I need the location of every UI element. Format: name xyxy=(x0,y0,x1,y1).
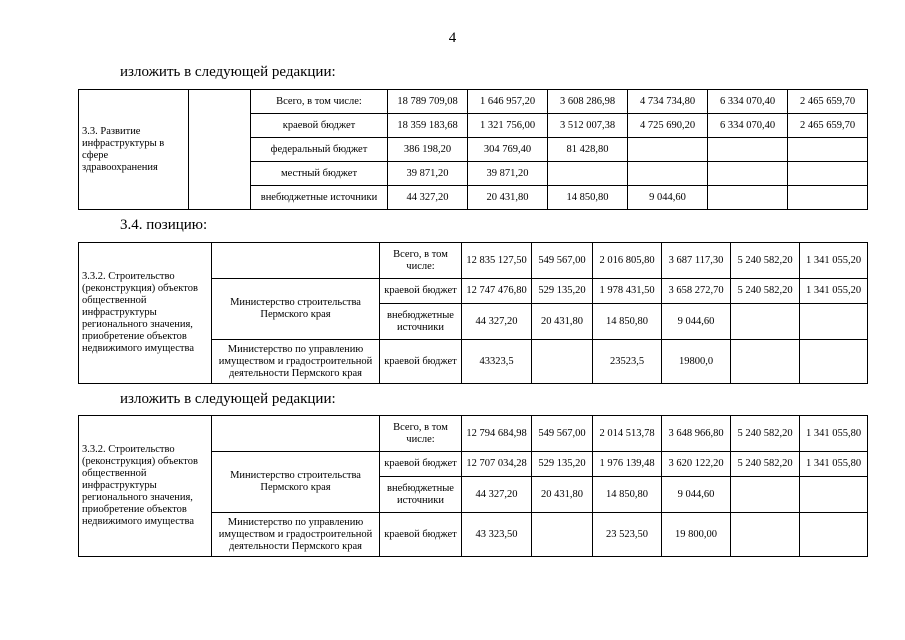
funding-source: внебюджетные источники xyxy=(380,304,462,340)
value-cell xyxy=(708,186,788,210)
value-cell: 1 341 055,80 xyxy=(800,452,868,477)
program-name-cell: 3.3.2. Строительство (реконструкция) объектов общественной инфраструктуры регионального значения, приобретение объектов недвижимого имущества xyxy=(79,416,212,557)
value-cell: 5 240 582,20 xyxy=(731,452,800,477)
value-cell: 3 687 117,30 xyxy=(662,243,731,279)
value-cell: 14 850,80 xyxy=(593,304,662,340)
heading-position: 3.4. позицию: xyxy=(120,217,208,233)
value-cell: 12 794 684,98 xyxy=(462,416,532,452)
value-cell: 43323,5 xyxy=(462,340,532,384)
value-cell xyxy=(548,162,628,186)
program-name-cell: 3.3. Развитие инфраструктуры в сфере здравоохранения xyxy=(79,90,189,210)
value-cell: 2 016 805,80 xyxy=(593,243,662,279)
funding-source: краевой бюджет xyxy=(380,340,462,384)
value-cell: 12 835 127,50 xyxy=(462,243,532,279)
executor-cell xyxy=(212,243,380,279)
value-cell: 1 976 139,48 xyxy=(593,452,662,477)
value-cell xyxy=(800,477,868,513)
value-cell: 1 321 756,00 xyxy=(468,114,548,138)
table-health-infrastructure xyxy=(78,89,868,210)
program-name-cell: 3.3.2. Строительство (реконструкция) объектов общественной инфраструктуры регионального значения, приобретение объектов недвижимого имущества xyxy=(79,243,212,384)
funding-source: федеральный бюджет xyxy=(251,138,388,162)
value-cell xyxy=(532,513,593,557)
table-construction-old xyxy=(78,242,868,384)
page-number: 4 xyxy=(448,30,457,46)
value-cell: 12 707 034,28 xyxy=(462,452,532,477)
value-cell: 1 341 055,20 xyxy=(800,243,868,279)
executor-cell xyxy=(189,90,251,210)
value-cell: 386 198,20 xyxy=(388,138,468,162)
funding-source: Всего, в том числе: xyxy=(380,243,462,279)
value-cell: 20 431,80 xyxy=(532,477,593,513)
table-row xyxy=(79,416,868,452)
heading-new-edition-1: изложить в следующей редакции: xyxy=(120,64,336,80)
value-cell: 4 725 690,20 xyxy=(628,114,708,138)
value-cell: 14 850,80 xyxy=(593,477,662,513)
value-cell: 529 135,20 xyxy=(532,452,593,477)
value-cell: 3 620 122,20 xyxy=(662,452,731,477)
value-cell xyxy=(708,162,788,186)
value-cell: 2 465 659,70 xyxy=(788,90,868,114)
value-cell: 44 327,20 xyxy=(462,477,532,513)
table-row xyxy=(79,90,868,114)
table-row xyxy=(79,243,868,279)
value-cell xyxy=(628,138,708,162)
value-cell: 23523,5 xyxy=(593,340,662,384)
value-cell: 2 465 659,70 xyxy=(788,114,868,138)
executor-cell: Министерство строительства Пермского края xyxy=(212,279,380,340)
value-cell: 23 523,50 xyxy=(593,513,662,557)
value-cell: 1 341 055,80 xyxy=(800,416,868,452)
table-construction-new xyxy=(78,415,868,557)
value-cell xyxy=(788,138,868,162)
value-cell xyxy=(731,340,800,384)
value-cell: 9 044,60 xyxy=(628,186,708,210)
value-cell: 3 608 286,98 xyxy=(548,90,628,114)
value-cell: 4 734 734,80 xyxy=(628,90,708,114)
funding-source: краевой бюджет xyxy=(251,114,388,138)
value-cell: 6 334 070,40 xyxy=(708,90,788,114)
heading-new-edition-2: изложить в следующей редакции: xyxy=(120,391,336,407)
value-cell: 5 240 582,20 xyxy=(731,416,800,452)
funding-source: местный бюджет xyxy=(251,162,388,186)
value-cell: 1 341 055,20 xyxy=(800,279,868,304)
value-cell: 5 240 582,20 xyxy=(731,279,800,304)
value-cell xyxy=(532,340,593,384)
value-cell xyxy=(788,162,868,186)
value-cell xyxy=(800,304,868,340)
funding-source: внебюджетные источники xyxy=(251,186,388,210)
value-cell: 549 567,00 xyxy=(532,416,593,452)
executor-cell: Министерство строительства Пермского края xyxy=(212,452,380,513)
value-cell xyxy=(731,304,800,340)
value-cell: 18 789 709,08 xyxy=(388,90,468,114)
value-cell xyxy=(628,162,708,186)
value-cell: 39 871,20 xyxy=(388,162,468,186)
value-cell xyxy=(731,513,800,557)
executor-cell: Министерство по управлению имуществом и градостроительной деятельности Пермского края xyxy=(212,340,380,384)
value-cell: 3 658 272,70 xyxy=(662,279,731,304)
value-cell: 1 978 431,50 xyxy=(593,279,662,304)
value-cell: 44 327,20 xyxy=(462,304,532,340)
funding-source: краевой бюджет xyxy=(380,513,462,557)
value-cell xyxy=(800,340,868,384)
funding-source: Всего, в том числе: xyxy=(380,416,462,452)
value-cell xyxy=(800,513,868,557)
value-cell: 12 747 476,80 xyxy=(462,279,532,304)
value-cell: 44 327,20 xyxy=(388,186,468,210)
value-cell: 20 431,80 xyxy=(468,186,548,210)
value-cell: 3 512 007,38 xyxy=(548,114,628,138)
value-cell: 304 769,40 xyxy=(468,138,548,162)
value-cell: 9 044,60 xyxy=(662,304,731,340)
value-cell: 2 014 513,78 xyxy=(593,416,662,452)
value-cell: 19 800,00 xyxy=(662,513,731,557)
value-cell: 39 871,20 xyxy=(468,162,548,186)
funding-source: внебюджетные источники xyxy=(380,477,462,513)
value-cell xyxy=(788,186,868,210)
executor-cell xyxy=(212,416,380,452)
value-cell xyxy=(731,477,800,513)
value-cell: 81 428,80 xyxy=(548,138,628,162)
value-cell: 43 323,50 xyxy=(462,513,532,557)
value-cell: 20 431,80 xyxy=(532,304,593,340)
value-cell: 3 648 966,80 xyxy=(662,416,731,452)
executor-cell: Министерство по управлению имуществом и градостроительной деятельности Пермского края xyxy=(212,513,380,557)
value-cell: 6 334 070,40 xyxy=(708,114,788,138)
value-cell: 549 567,00 xyxy=(532,243,593,279)
value-cell: 19800,0 xyxy=(662,340,731,384)
funding-source: краевой бюджет xyxy=(380,452,462,477)
funding-source: Всего, в том числе: xyxy=(251,90,388,114)
funding-source: краевой бюджет xyxy=(380,279,462,304)
value-cell: 18 359 183,68 xyxy=(388,114,468,138)
value-cell: 5 240 582,20 xyxy=(731,243,800,279)
value-cell: 1 646 957,20 xyxy=(468,90,548,114)
value-cell: 9 044,60 xyxy=(662,477,731,513)
value-cell: 529 135,20 xyxy=(532,279,593,304)
value-cell: 14 850,80 xyxy=(548,186,628,210)
value-cell xyxy=(708,138,788,162)
